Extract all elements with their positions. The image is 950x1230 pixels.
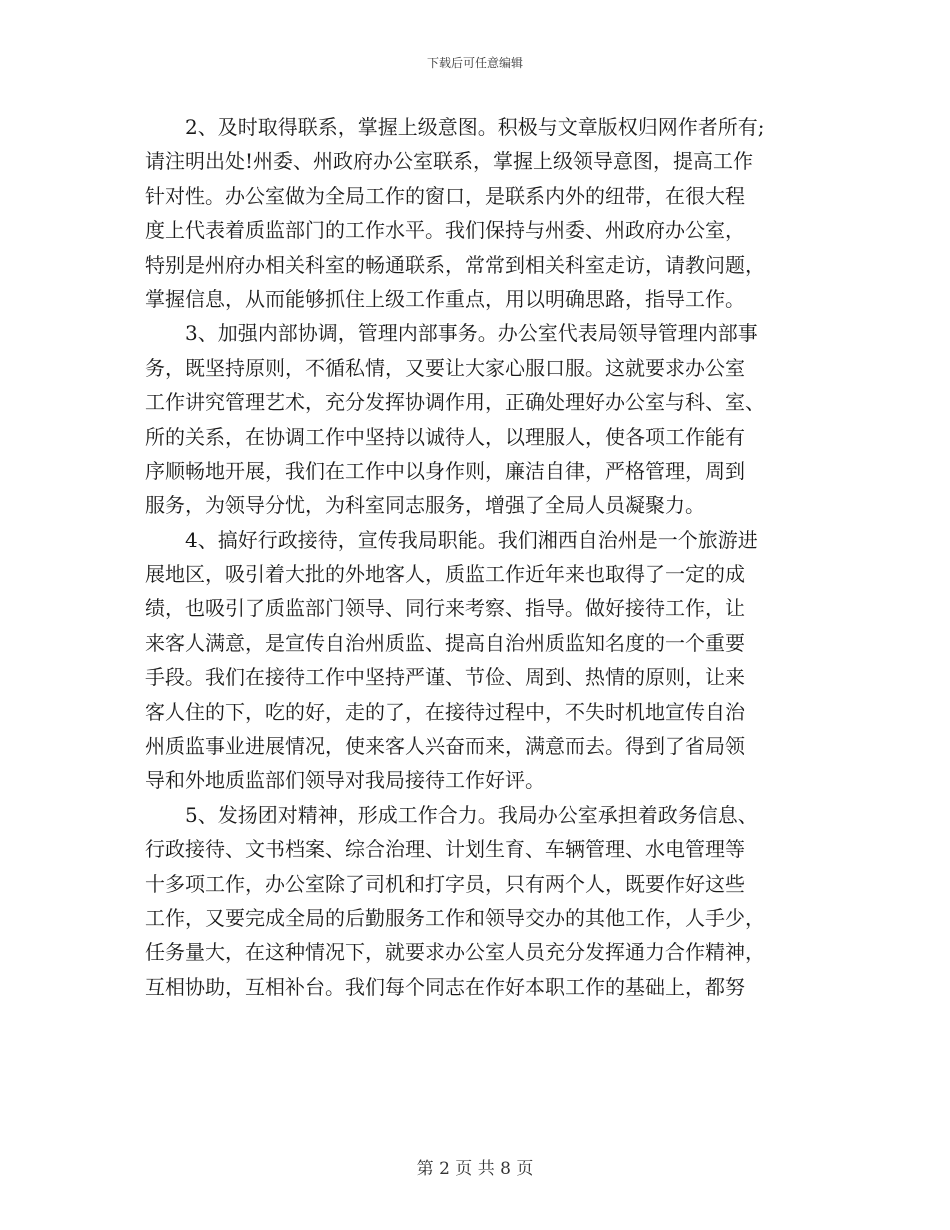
text-line: 4、搞好行政接待，宣传我局职能。我们湘西自治州是一个旅游进 [185, 527, 758, 552]
text-line: 5、发扬团对精神，形成工作合力。我局办公室承担着政务信息、 [185, 802, 758, 827]
text-line: 序顺畅地开展，我们在工作中以身作则，廉洁自律，严格管理，周到 [145, 458, 745, 483]
text-line: 来客人满意，是宣传自治州质监、提高自治州质监知名度的一个重要 [145, 630, 745, 655]
text-line: 导和外地质监部们领导对我局接待工作好评。 [145, 768, 545, 793]
text-line: 度上代表着质监部门的工作水平。我们保持与州委、州政府办公室， [145, 218, 745, 243]
document-body [145, 110, 810, 1004]
text-line: 客人住的下，吃的好，走的了，在接待过程中，不失时机地宣传自治 [145, 699, 745, 724]
text-line: 工作讲究管理艺术，充分发挥协调作用，正确处理好办公室与科、室、 [145, 390, 765, 415]
text-line: 手段。我们在接待工作中坚持严谨、节俭、周到、热情的原则，让来 [145, 665, 745, 690]
text-line: 互相协助，互相补台。我们每个同志在作好本职工作的基础上，都努 [145, 974, 745, 999]
text-line: 任务量大，在这种情况下，就要求办公室人员充分发挥通力合作精神， [145, 940, 765, 965]
text-line: 特别是州府办相关科室的畅通联系，常常到相关科室走访，请教问题， [145, 252, 765, 277]
text-line: 服务，为领导分忧，为科室同志服务，增强了全局人员凝聚力。 [145, 493, 705, 518]
text-line: 十多项工作，办公室除了司机和打字员，只有两个人，既要作好这些 [145, 871, 745, 896]
text-line: 请注明出处!州委、州政府办公室联系，掌握上级领导意图，提高工作 [145, 149, 754, 174]
text-line: 2、及时取得联系，掌握上级意图。积极与文章版权归网作者所有; [185, 115, 765, 139]
text-line: 行政接待、文书档案、综合治理、计划生育、车辆管理、水电管理等 [145, 837, 745, 862]
text-line: 掌握信息，从而能够抓住上级工作重点，用以明确思路，指导工作。 [145, 286, 745, 311]
text-line: 3、加强内部协调，管理内部事务。办公室代表局领导管理内部事 [185, 321, 758, 346]
text-line: 州质监事业进展情况，使来客人兴奋而来，满意而去。得到了省局领 [145, 734, 745, 759]
text-line: 工作，又要完成全局的后勤服务工作和领导交办的其他工作，人手少， [145, 905, 765, 930]
text-line: 所的关系，在协调工作中坚持以诚待人，以理服人，使各项工作能有 [145, 424, 745, 449]
text-line: 针对性。办公室做为全局工作的窗口，是联系内外的纽带，在很大程 [145, 183, 745, 208]
text-line: 展地区，吸引着大批的外地客人，质监工作近年来也取得了一定的成 [145, 562, 745, 587]
page-header-note: 下载后可任意编辑 [426, 56, 523, 70]
page-number-footer: 第 2 页 共 8 页 [416, 1159, 534, 1179]
text-line: 务，既坚持原则，不循私情，又要让大家心服口服。这就要求办公室 [145, 355, 745, 380]
text-line: 绩，也吸引了质监部门领导、同行来考察、指导。做好接待工作，让 [145, 596, 745, 621]
